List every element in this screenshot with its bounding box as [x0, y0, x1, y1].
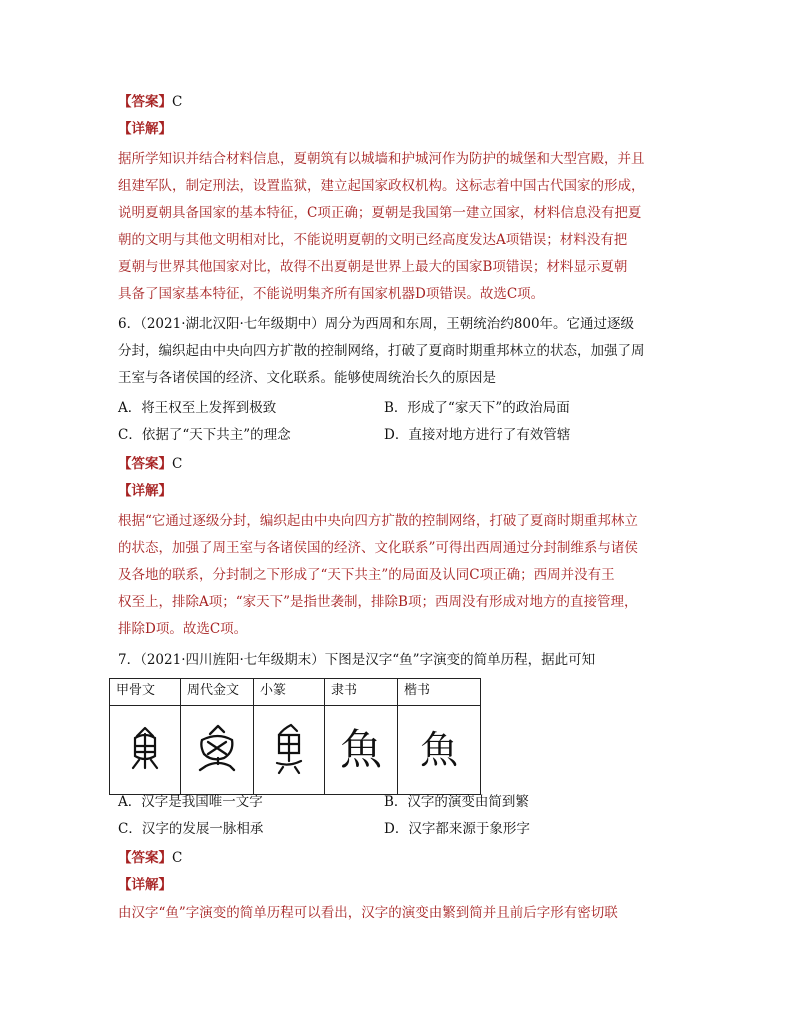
- q5-detail-line: 组建军队，制定刑法，设置监狱，建立起国家政权机构。这标志着中国古代国家的形成，: [118, 178, 645, 194]
- q7-detail-line: 由汉字“鱼”字演变的简单历程可以看出，汉字的演变由繁到简并且前后字形有密切联: [118, 905, 618, 921]
- q6-option-a: A．将王权至上发挥到极致: [118, 400, 277, 416]
- header-oracle-bone: 甲骨文: [110, 679, 181, 706]
- regular-fish-glyph: [398, 706, 481, 795]
- header-bronze: 周代金文: [181, 679, 254, 706]
- header-clerical: 隶书: [325, 679, 398, 706]
- q7-option-a: A．汉字是我国唯一文字: [118, 794, 263, 810]
- q5-detail-line: 夏朝与世界其他国家对比，故得不出夏朝是世界上最大的国家B项错误；材料显示夏朝: [118, 259, 628, 275]
- answer-label: 【答案】: [118, 850, 172, 866]
- q7-detail-label: 【详解】: [118, 877, 172, 893]
- q6-stem-line: 分封，编织起由中央向四方扩散的控制网络，打破了夏商时期重邦林立的状态，加强了周: [118, 343, 645, 359]
- regular-glyph-char: 魚: [419, 728, 458, 772]
- answer-value: C: [172, 850, 183, 866]
- clerical-fish-glyph: [325, 706, 398, 795]
- q6-detail-line: 及各地的联系，分封制之下形成了“天下共主”的局面及认同C项正确；西周并没有王: [118, 567, 615, 583]
- header-small-seal: 小篆: [254, 679, 325, 706]
- oracle-bone-fish-glyph: [110, 706, 181, 795]
- answer-label: 【答案】: [118, 456, 172, 472]
- q6-detail-line: 排除D项。故选C项。: [118, 621, 248, 637]
- q7-answer-line: [118, 848, 686, 868]
- q6-option-b: B．形成了“家天下”的政治局面: [384, 400, 570, 416]
- q6-detail-line: 的状态，加强了周王室与各诸侯国的经济、文化联系”可得出西周通过分封制维系与诸侯: [118, 540, 638, 556]
- small-seal-fish-glyph: [254, 706, 325, 795]
- bronze-fish-glyph: [181, 706, 254, 795]
- header-regular: 楷书: [398, 679, 481, 706]
- seal-fish-icon: [269, 721, 309, 775]
- q5-detail-line: 具备了国家基本特征，不能说明集齐所有国家机器D项错误。故选C项。: [118, 286, 545, 302]
- answer-label: 【答案】: [118, 94, 172, 110]
- answer-value: C: [172, 456, 183, 472]
- answer-value: C: [172, 94, 183, 110]
- q5-answer-line: [118, 92, 686, 112]
- q6-stem-line: 6．（2021·湖北汉阳·七年级期中）周分为西周和东周，王朝统治约800年。它通过逐级: [118, 316, 635, 332]
- q7-option-c: C．汉字的发展一脉相承: [118, 821, 264, 837]
- q7-stem: 7．（2021·四川旌阳·七年级期末）下图是汉字“鱼”字演变的简单历程，据此可知: [118, 652, 596, 668]
- q6-detail-line: 根据“它通过逐级分封，编织起由中央向四方扩散的控制网络，打破了夏商时期重邦林立: [118, 513, 638, 529]
- q6-stem-line: 王室与各诸侯国的经济、文化联系。能够使周统治长久的原因是: [118, 370, 496, 386]
- q6-option-d: D．直接对地方进行了有效管辖: [384, 427, 571, 443]
- q5-detail-line: 据所学知识并结合材料信息，夏朝筑有以城墙和护城河作为防护的城堡和大型宫殿，并且: [118, 151, 645, 167]
- q6-detail-label: 【详解】: [118, 483, 172, 499]
- clerical-glyph-char: 魚: [339, 725, 382, 774]
- q7-option-d: D．汉字都来源于象形字: [384, 821, 530, 837]
- character-evolution-table: [109, 678, 481, 795]
- q6-answer-line: [118, 454, 686, 474]
- q6-detail-line: 权至上，排除A项；“家天下”是指世袭制，排除B项；西周没有形成对地方的直接管理，: [118, 594, 638, 610]
- oracle-fish-icon: [125, 724, 165, 772]
- q6-option-c: C．依据了“天下共主”的理念: [118, 427, 291, 443]
- q5-detail-label: 【详解】: [118, 121, 172, 137]
- q5-detail-line: 朝的文明与其他文明相对比，不能说明夏朝的文明已经高度发达A项错误；材料没有把: [118, 232, 628, 248]
- bronze-fish-icon: [194, 722, 240, 774]
- q7-option-b: B．汉字的演变由简到繁: [384, 794, 529, 810]
- q5-detail-line: 说明夏朝具备国家的基本特征，C项正确；夏朝是我国第一建立国家，材料信息没有把夏: [118, 205, 642, 221]
